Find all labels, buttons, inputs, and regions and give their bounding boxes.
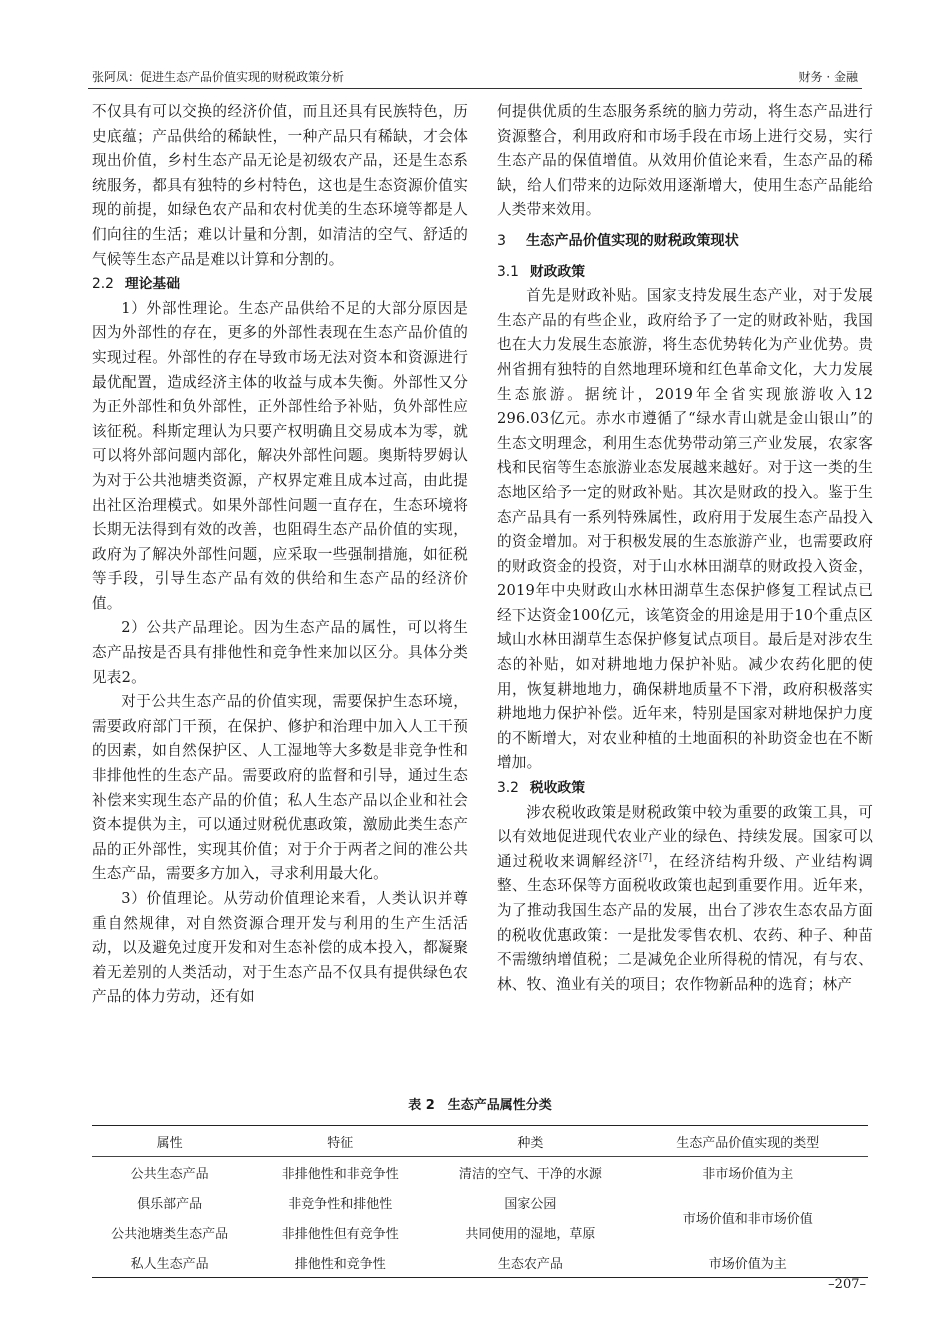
section-title: 理论基础: [124, 276, 180, 293]
table-cell: 国家公园: [504, 1196, 557, 1212]
paragraph-continued: 不仅具有可以交换的经济价值，而且还具有民族特色，历史底蕴；产品供给的稀缺性，一种产品只有稀缺，才会体现出价值，乡村生态产品无论是初级农产品，还是生态系统服务，都具有独特的乡村特色，这也是生态资源价值实现的前提，如绿色农产品和农村优美的生态环境等都是人们向往的生活；难以计量和分割，如清洁的空气、舒适的气候等生态产品是难以计算和分割的。: [92, 103, 468, 268]
table-cell: 清洁的空气、干净的水源: [458, 1166, 602, 1182]
table-header-row: [92, 1126, 868, 1157]
table-cell-merged: 市场价值和非市场价值: [682, 1211, 813, 1227]
header-section-name: 财务 · 金融: [798, 70, 858, 84]
section-title: 财政政策: [529, 263, 585, 280]
chapter-heading-3: [497, 229, 873, 254]
text-segment: ，在经济结构升级、产业结构调整、生态环保等方面税收政策也起到重要作用。近年来，为了推动我国生态产品的发展，出台了涉农生态农品方面的税收优惠政策：一是批发零售农机、农药、种子、种苗不需缴纳增值税；二是减免企业所得税的情况，有与农、林、牧、渔业有关的项目；农作物新品种的选育；林产: [497, 852, 873, 993]
table-row: [92, 1187, 868, 1217]
table-cell: 非竞争性和排他性: [288, 1196, 393, 1212]
table-cell: 非排他性但有竞争性: [281, 1226, 399, 1242]
section-number: 3.1: [497, 263, 519, 280]
section-number: 3.2: [497, 780, 519, 797]
section-title: 税收政策: [529, 780, 585, 797]
header-rule: [88, 88, 862, 89]
attribute-classification-table: [92, 1125, 868, 1278]
column-header: 生态产品价值实现的类型: [627, 1126, 868, 1157]
paragraph-externality: 1）外部性理论。生态产品供给不足的大部分原因是因为外部性的存在，更多的外部性表现在生态产品价值的实现过程。外部性的存在导致市场无法对资本和资源进行最优配置，造成经济主体的收益与成本失衡。外部性又分为正外部性和负外部性，正外部性给予补贴，负外部性应该征税。科斯定理认为只要产权明确且交易成本为零，就可以将外部问题内部化，解决外部性问题。奥斯特罗姆认为对于公共池塘类资源，产权界定难且成本过高，由此提出社区治理模式。如果外部性问题一直存在，生态环境将长期无法得到有效的改善，也阻碍生态产品价值的实现，政府为了解决外部性问题，应采取一些强制措施，如征税等手段，引导生态产品有效的供给和生态产品的经济价值。: [92, 299, 468, 612]
section-heading-3-2: [497, 776, 873, 801]
section-heading-3-1: [497, 260, 873, 285]
table-row: [92, 1247, 868, 1278]
citation-ref: [7]: [638, 852, 653, 863]
table-cell: 生态农产品: [433, 1247, 627, 1278]
table-cell: 非排他性和非竞争性: [281, 1166, 399, 1182]
paragraph-public-goods: 2）公共产品理论。因为生态产品的属性，可以将生态产品按是否具有排他性和竞争性来加以区分。具体分类见表2。: [92, 619, 468, 686]
section-heading-2-2: [92, 272, 468, 297]
table-cell: 非市场价值为主: [702, 1166, 794, 1182]
page-number: –207–: [828, 1277, 866, 1292]
table-cell: 市场价值为主: [627, 1247, 868, 1278]
table-cell: 俱乐部产品: [137, 1196, 203, 1212]
paragraph-fiscal-policy: 首先是财政补贴。国家支持发展生态产业，对于发展生态产品的有些企业，政府给予了一定的财政补贴，我国也在大力发展生态旅游，将生态优势转化为产业优势。贵州省拥有独特的自然地理环境和红色革命文化，大力发展生态旅游。据统计，2019年全省实现旅游收入12 296.03亿元。赤水市遵循了“绿水青山就是金山银山”的生态文明理念，利用生态优势带动第三产业发展，农家客栈和民宿等生态旅游业态发展越来越好。对于这一类的生态地区给予一定的财政补贴。其次是财政的投入。鉴于生态产品具有一系列特殊属性，政府用于发展生态产品投入的资金增加。对于积极发展的生态旅游产业，也需要政府的财政资金的投资，对于山水林田湖草的财政投入资金， 2019年中央财政山水林田湖草生态保护修复工程试点已经下达资金100亿元，该笔资金的用途是用于10个重点区域山水林田湖草生态保护修复试点项目。最后是对涉农生态的补贴，如对耕地地力保护补贴。减少农药化肥的使用，恢复耕地地力，确保耕地质量不下滑，政府积极落实耕地地力保护补偿。近年来，特别是国家对耕地保护力度的不断增大，对农业种植的土地面积的补助资金也在不断增加。: [497, 287, 873, 772]
table-row: [92, 1157, 868, 1188]
right-column: [497, 100, 873, 997]
running-header: [88, 66, 862, 86]
section-number: 2.2: [92, 276, 114, 293]
chapter-title: 生态产品价值实现的财税政策现状: [525, 232, 739, 249]
table-caption: 表 2 生态产品属性分类: [408, 1098, 552, 1113]
column-header: 种类: [433, 1126, 627, 1157]
table-cell: 共同使用的湿地，草原: [465, 1226, 596, 1242]
header-article-title: 张阿凤：促进生态产品价值实现的财税政策分析: [92, 70, 345, 84]
table-2: [92, 1094, 868, 1278]
left-column: [92, 100, 468, 1010]
column-header: 属性: [92, 1126, 247, 1157]
chapter-number: 3: [497, 232, 507, 249]
paragraph-continued: 何提供优质的生态服务系统的脑力劳动，将生态产品进行资源整合，利用政府和市场手段在市场上进行交易，实行生态产品的保值增值。从效用价值论来看，生态产品的稀缺，给人们带来的边际效用逐渐增大，使用生态产品能给人类带来效用。: [497, 103, 873, 219]
column-header: 特征: [247, 1126, 433, 1157]
paragraph-value-theory: 3）价值理论。从劳动价值理论来看，人类认识并尊重自然规律，对自然资源合理开发与利用的生产生活活动，以及避免过度开发和对生态补偿的成本投入，都凝聚着无差别的人类活动，对于生态产品不仅具有提供绿色农产品的体力劳动，还有如: [92, 890, 468, 1006]
table-cell: 公共生态产品: [130, 1166, 209, 1182]
table-cell: 公共池塘类生态产品: [111, 1226, 229, 1242]
table-cell: 私人生态产品: [92, 1247, 247, 1278]
paragraph-public-eco-products: 对于公共生态产品的价值实现，需要保护生态环境，需要政府部门干预，在保护、修护和治理中加入人工干预的因素，如自然保护区、人工湿地等大多数是非竞争性和非排他性的生态产品。需要政府的监督和引导，通过生态补偿来实现生态产品的价值；私人生态产品以企业和社会资本提供为主，可以通过财税优惠政策，激励此类生态产品的正外部性，实现其价值；对于介于两者之间的准公共生态产品，需要多方加入，寻求利用最大化。: [92, 693, 468, 883]
table-cell: 排他性和竞争性: [247, 1247, 433, 1278]
text-segment: 涉农税收政策是财税政策中较为重要的政策工具，可以有效地促进现代农业产业的绿色、持续发展。国家可以通过税收来调解经济: [497, 803, 873, 870]
paragraph-tax-policy: [497, 801, 873, 998]
